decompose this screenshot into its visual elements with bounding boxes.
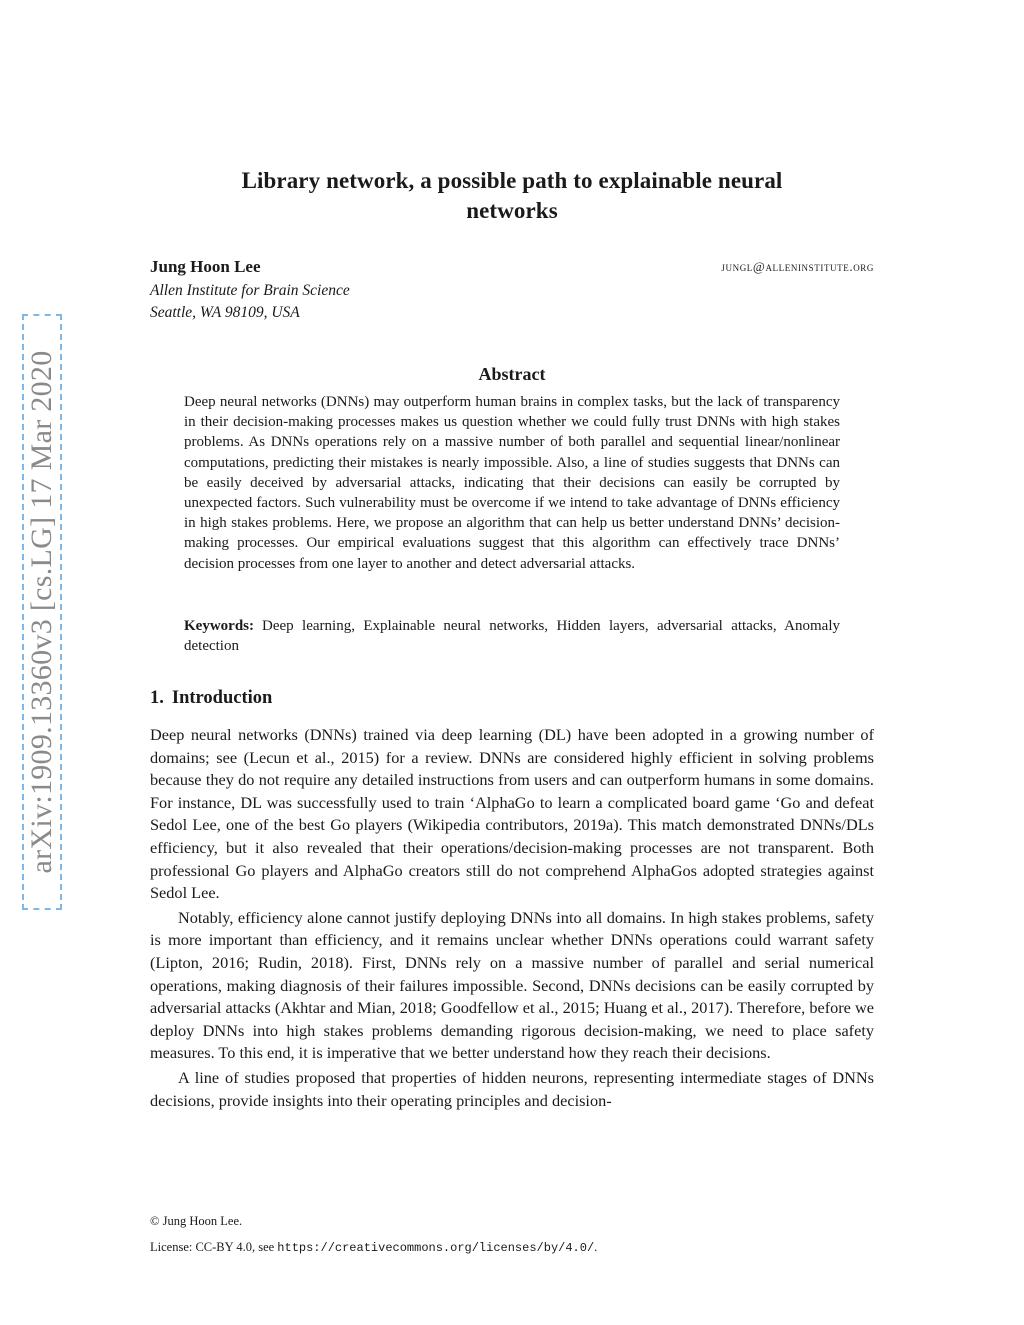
keywords xyxy=(184,616,840,656)
author-name: Jung Hoon Lee xyxy=(150,257,261,276)
author-address: Seattle, WA 98109, USA xyxy=(150,304,300,321)
abstract-text: Deep neural networks (DNNs) may outperform human brains in complex tasks, but the lack of transparency in their decision-making processes makes us question whether we could fully trust DNNs with high stakes problems. As DNNs operations rely on a massive number of both parallel and sequential linear/nonlinear computations, predicting their mistakes is nearly impossible. Also, a line of studies suggests that DNNs can be easily deceived by adversarial attacks, indicating that their decisions can easily be corrupted by unexpected factors. Such vulnerability must be overcome if we intend to take advantage of DNNs efficiency in high stakes problems. Here, we propose an algorithm that can help us better understand DNNs’ decision-making processes. Our empirical evaluations suggest that this algorithm can effectively trace DNNs’ decision processes from one layer to another and detect adversarial attacks. xyxy=(184,394,840,572)
paragraph: Deep neural networks (DNNs) trained via deep learning (DL) have been adopted in a growing number of domains; see (Lecun et al., 2015) for a review. DNNs are considered highly efficient in solving problems because they do not require any detailed instructions from users and can outperform humans in some domains. For instance, DL was successfully used to train ‘AlphaGo to learn a complicated board game ‘Go and defeat Sedol Lee, one of the best Go players (Wikipedia contributors, 2019a). This match demonstrated DNNs/DLs efficiency, but it also revealed that their operations/decision-making processes are not transparent. Both professional Go players and AlphaGo creators still do not comprehend AlphaGos adopted strategies against Sedol Lee. xyxy=(150,725,874,903)
title-line-1: Library network, a possible path to explainable neural xyxy=(241,168,783,193)
section-number: 1. xyxy=(150,688,164,708)
section-title: Introduction xyxy=(171,688,273,708)
keywords-list: Deep learning, Explainable neural networks, Hidden layers, adversarial attacks, Anomaly detection xyxy=(184,618,840,655)
paper-title xyxy=(150,166,874,226)
license-prefix: License: CC-BY 4.0, see xyxy=(150,1240,275,1254)
abstract-heading: Abstract xyxy=(478,364,546,384)
license-note xyxy=(150,1240,597,1255)
keywords-label: Keywords: xyxy=(184,618,254,634)
author-affiliation: Allen Institute for Brain Science xyxy=(150,282,350,299)
title-line-2: networks xyxy=(466,198,558,223)
license-link[interactable]: https://creativecommons.org/licenses/by/4.0/ xyxy=(277,1241,595,1255)
license-suffix: . xyxy=(594,1240,598,1254)
section-body xyxy=(150,724,874,1112)
copyright-note: © Jung Hoon Lee. xyxy=(150,1214,243,1228)
arxiv-stamp[interactable]: arXiv:1909.13360v3 [cs.LG] 17 Mar 2020 xyxy=(25,350,58,874)
paragraph: Notably, efficiency alone cannot justify deploying DNNs into all domains. In high stakes problems, safety is more important than efficiency, and it remains unclear whether DNNs operations could warrant safety (Lipton, 2016; Rudin, 2018). First, DNNs rely on a massive number of parallel and serial numerical operations, making diagnosis of their failures impossible. Second, DNNs decisions can be easily corrupted by adversarial attacks (Akhtar and Mian, 2018; Goodfellow et al., 2015; Huang et al., 2017). Therefore, before we deploy DNNs into high stakes problems demanding rigorous decision-making, we need to place safety measures. To this end, it is imperative that we better understand how they reach their decisions. xyxy=(150,907,874,1063)
author-email[interactable]: jungl@alleninstitute.org xyxy=(721,259,874,274)
section-heading xyxy=(150,688,272,709)
paragraph: A line of studies proposed that properties of hidden neurons, representing intermediate stages of DNNs decisions, provide insights into their operating principles and decision- xyxy=(150,1067,874,1110)
